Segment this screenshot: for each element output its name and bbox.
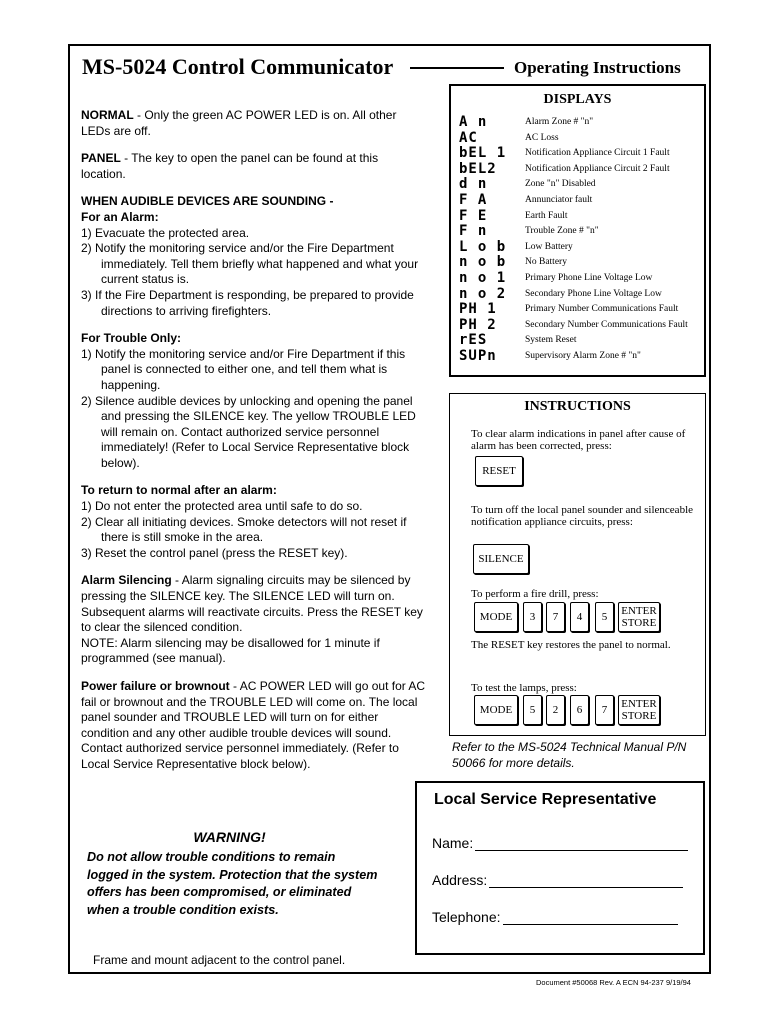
audible-heading: WHEN AUDIBLE DEVICES ARE SOUNDING -: [81, 194, 334, 209]
telephone-line: [503, 910, 678, 925]
display-row: n o b No Battery: [459, 254, 567, 271]
reset-key: RESET: [475, 456, 523, 486]
telephone-label: Telephone:: [432, 909, 501, 925]
lamp-key-2: 2: [546, 695, 565, 725]
display-row: bEL 1 Notification Appliance Circuit 1 Fault: [459, 145, 670, 162]
trouble-steps: [81, 347, 426, 472]
displays-title: DISPLAYS: [543, 92, 612, 107]
display-row: SUPn Supervisory Alarm Zone # "n": [459, 347, 641, 364]
lamp-key-5: 5: [523, 695, 542, 725]
name-line: [475, 836, 688, 851]
alarm-section: [81, 194, 426, 319]
technical-manual-note: Refer to the MS-5024 Technical Manual P/N 50066 for more details.: [452, 740, 687, 770]
frame-mount-note: Frame and mount adjacent to the control panel.: [93, 953, 346, 967]
lamp-test-text: To test the lamps, press:: [471, 682, 577, 694]
display-row: F A Annunciator fault: [459, 191, 593, 208]
display-row: L o b Low Battery: [459, 238, 573, 255]
lamp-key-6: 6: [570, 695, 589, 725]
display-row: F n Trouble Zone # "n": [459, 223, 599, 240]
address-field: [432, 872, 683, 888]
list-item: 1) Evacuate the protected area.: [81, 225, 250, 240]
list-item: 1) Do not enter the protected area until safe to do so.: [81, 499, 363, 514]
left-column: [81, 108, 426, 785]
drill-enter-store-key: ENTER STORE: [618, 602, 660, 632]
lamp-mode-key: MODE: [474, 695, 518, 725]
trouble-heading: For Trouble Only:: [81, 331, 182, 346]
drill-key-3: 3: [523, 602, 542, 632]
list-item: 2) Notify the monitoring service and/or the Fire Department immediately. Tell them briefly what happened and what your current status is.: [81, 241, 419, 287]
silencing-note: NOTE: Alarm silencing may be disallowed for 1 minute if programmed (see manual).: [81, 635, 380, 666]
return-steps: [81, 499, 426, 561]
display-row: F E Earth Fault: [459, 207, 568, 224]
silencing-paragraph: Alarm Silencing - Alarm signaling circuits may be silenced by pressing the SILENCE key. The SILENCE LED will turn on. Subsequent alarms will reactivate circuits. Press the RESET key to clear the silenced condition.: [81, 573, 423, 635]
list-item: 1) Notify the monitoring service and/or Fire Department if this panel is connected to either one, and tell them what is happening.: [81, 346, 406, 392]
normal-paragraph: NORMAL - Only the green AC POWER LED is on. All other LEDs are off.: [81, 108, 397, 138]
display-row: n o 1 Primary Phone Line Voltage Low: [459, 269, 653, 286]
drill-key-7: 7: [546, 602, 565, 632]
display-row: bEL2 Notification Appliance Circuit 2 Fault: [459, 160, 670, 177]
drill-key-4: 4: [570, 602, 589, 632]
name-field: [432, 835, 688, 851]
return-heading: To return to normal after an alarm:: [81, 483, 277, 498]
clear-alarm-text: To clear alarm indications in panel after cause of alarm has been corrected, press:: [471, 428, 686, 452]
display-row: rES System Reset: [459, 332, 577, 349]
list-item: 2) Clear all initiating devices. Smoke detectors will not reset if there is still smoke in the area.: [81, 514, 407, 545]
display-row: PH 2 Secondary Number Communications Fault: [459, 316, 688, 333]
name-label: Name:: [432, 835, 474, 851]
display-row: n o 2 Secondary Phone Line Voltage Low: [459, 285, 662, 302]
alarm-steps: [81, 226, 426, 320]
drill-key-5: 5: [595, 602, 614, 632]
panel-paragraph: PANEL - The key to open the panel can be found at this location.: [81, 151, 379, 181]
title-rule: [410, 67, 504, 69]
warning-body: Do not allow trouble conditions to remain logged in the system. Protection that the system offers has been compromised, or eliminated when a trouble condition exists.: [87, 850, 378, 917]
fire-drill-text: To perform a fire drill, press:: [471, 588, 599, 600]
document-number-footer: Document #50068 Rev. A ECN 94-237 9/19/94: [536, 978, 691, 987]
list-item: 2) Silence audible devices by unlocking and opening the panel and pressing the SILENCE key. The yellow TROUBLE LED will remain on. Contact authorized service personnel immediately! (Refer to Local Service Representative block below).: [81, 393, 416, 470]
restore-text: The RESET key restores the panel to normal.: [471, 639, 671, 651]
display-row: AC AC Loss: [459, 129, 559, 146]
list-item: 3) Reset the control panel (press the RESET key).: [81, 545, 348, 560]
lamp-enter-store-key: ENTER STORE: [618, 695, 660, 725]
instructions-title: INSTRUCTIONS: [524, 399, 631, 414]
silence-text: To turn off the local panel sounder and silenceable notification appliance circuits, press:: [471, 504, 694, 528]
lamp-key-7: 7: [595, 695, 614, 725]
display-row: A n Alarm Zone # "n": [459, 114, 594, 130]
trouble-section: [81, 331, 426, 471]
telephone-field: [432, 909, 678, 925]
address-line: [489, 873, 683, 888]
operating-instructions-title: Operating Instructions: [514, 58, 681, 77]
silence-key: SILENCE: [473, 544, 529, 574]
return-section: [81, 483, 426, 561]
local-service-title: Local Service Representative: [434, 791, 657, 808]
main-title: MS-5024 Control Communicator: [82, 54, 394, 79]
power-failure-paragraph: Power failure or brownout - AC POWER LED will go out for AC fail or brownout and the TROUBLE LED will come on. The local panel sounder and TROUBLE LED will turn on for either condition and any other audible trouble devices will sound. Contact authorized service personnel immediately. (Refer to Local Service Representative block below).: [81, 679, 426, 771]
local-service-representative-box: [415, 781, 705, 955]
warning-title: WARNING!: [193, 829, 266, 845]
display-row: d n Zone "n" Disabled: [459, 176, 596, 193]
display-code-list: [459, 115, 709, 365]
title-row: [82, 54, 702, 84]
silencing-section: [81, 573, 426, 667]
instructions-box: [449, 393, 706, 736]
display-row: PH 1 Primary Number Communications Fault: [459, 301, 679, 318]
list-item: 3) If the Fire Department is responding, be prepared to provide directions to arriving firefighters.: [81, 287, 414, 318]
alarm-heading: For an Alarm:: [81, 209, 159, 224]
drill-mode-key: MODE: [474, 602, 518, 632]
displays-box: [449, 84, 706, 377]
address-label: Address:: [432, 872, 488, 888]
